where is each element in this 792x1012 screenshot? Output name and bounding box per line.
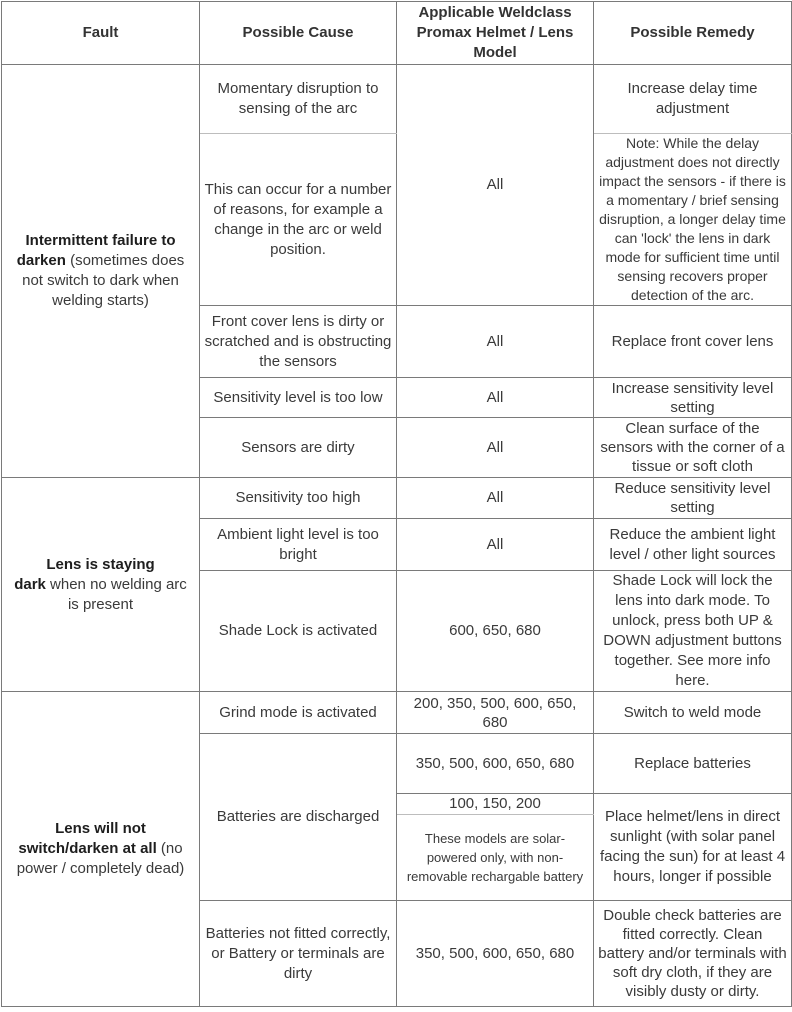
- model-cell: 200, 350, 500, 600, 650, 680: [397, 692, 594, 734]
- troubleshooting-table: [1, 1, 792, 1007]
- fault-description: (no power / completely dead): [16, 840, 185, 877]
- model-cell: All: [397, 418, 594, 478]
- cause-cell: Momentary disruption to sensing of the arc: [200, 65, 397, 134]
- fault-lens-staying-dark: [2, 478, 200, 692]
- fault-title-dark: dark: [14, 575, 46, 593]
- remedy-cell: Shade Lock will lock the lens into dark mode. To unlock, press both UP & DOWN adjustment buttons together. See more info here.: [594, 571, 792, 692]
- model-cell: All: [397, 478, 594, 519]
- remedy-cell: Replace batteries: [594, 734, 792, 794]
- fault-description: (sometimes does not switch to dark when welding starts): [22, 252, 185, 309]
- model-note-cell: These models are solar-powered only, with non-removable rechargable battery: [397, 815, 594, 901]
- model-cell: All: [397, 306, 594, 378]
- cause-cell: Ambient light level is too bright: [200, 519, 397, 571]
- remedy-cell: Switch to weld mode: [594, 692, 792, 734]
- cause-cell: Batteries are discharged: [200, 734, 397, 901]
- model-cell: 350, 500, 600, 650, 680: [397, 734, 594, 794]
- model-cell: 350, 500, 600, 650, 680: [397, 901, 594, 1007]
- cause-cell: Batteries not fitted correctly, or Battery or terminals are dirty: [200, 901, 397, 1007]
- model-cell: All: [397, 65, 594, 306]
- header-applicable-model: Applicable Weldclass Promax Helmet / Lens Model: [397, 2, 594, 65]
- cause-cell: This can occur for a number of reasons, for example a change in the arc or weld position.: [200, 134, 397, 306]
- remedy-cell: Replace front cover lens: [594, 306, 792, 378]
- model-cell: 100, 150, 200: [397, 794, 594, 815]
- remedy-cell: Increase sensitivity level setting: [594, 378, 792, 418]
- remedy-cell: Reduce the ambient light level / other light sources: [594, 519, 792, 571]
- fault-title: Lens is staying: [46, 555, 155, 573]
- cause-cell: Front cover lens is dirty or scratched and is obstructing the sensors: [200, 306, 397, 378]
- table-row: [2, 65, 792, 134]
- fault-intermittent-failure: [2, 65, 200, 478]
- fault-description: when no welding arc is present: [45, 575, 187, 613]
- remedy-cell: Place helmet/lens in direct sunlight (with solar panel facing the sun) for at least 4 hours, longer if possible: [594, 794, 792, 901]
- header-possible-cause: Possible Cause: [200, 2, 397, 65]
- cause-cell: Grind mode is activated: [200, 692, 397, 734]
- model-cell: All: [397, 519, 594, 571]
- model-cell: 600, 650, 680: [397, 571, 594, 692]
- remedy-cell: Clean surface of the sensors with the corner of a tissue or soft cloth: [594, 418, 792, 478]
- fault-lens-will-not-switch: [2, 692, 200, 1007]
- fault-title: Intermittent failure to darken: [16, 232, 176, 269]
- table-row: [2, 692, 792, 734]
- cause-cell: Shade Lock is activated: [200, 571, 397, 692]
- table-row: [2, 478, 792, 519]
- header-possible-remedy: Possible Remedy: [594, 2, 792, 65]
- cause-cell: Sensitivity too high: [200, 478, 397, 519]
- remedy-note-cell: Note: While the delay adjustment does not directly impact the sensors - if there is a momentary / brief sensing disruption, a longer delay time can 'lock' the lens in dark mode for sufficient time until sensing recovers proper detection of the arc.: [594, 134, 792, 306]
- cause-cell: Sensors are dirty: [200, 418, 397, 478]
- header-fault: Fault: [2, 2, 200, 65]
- remedy-cell: Double check batteries are fitted correctly. Clean battery and/or terminals with soft dry cloth, if they are visibly dusty or dirty.: [594, 901, 792, 1007]
- model-cell: All: [397, 378, 594, 418]
- remedy-cell: Reduce sensitivity level setting: [594, 478, 792, 519]
- cause-cell: Sensitivity level is too low: [200, 378, 397, 418]
- fault-title: Lens will not switch/darken at all: [18, 820, 157, 857]
- header-row: [2, 2, 792, 65]
- remedy-cell: Increase delay time adjustment: [594, 65, 792, 134]
